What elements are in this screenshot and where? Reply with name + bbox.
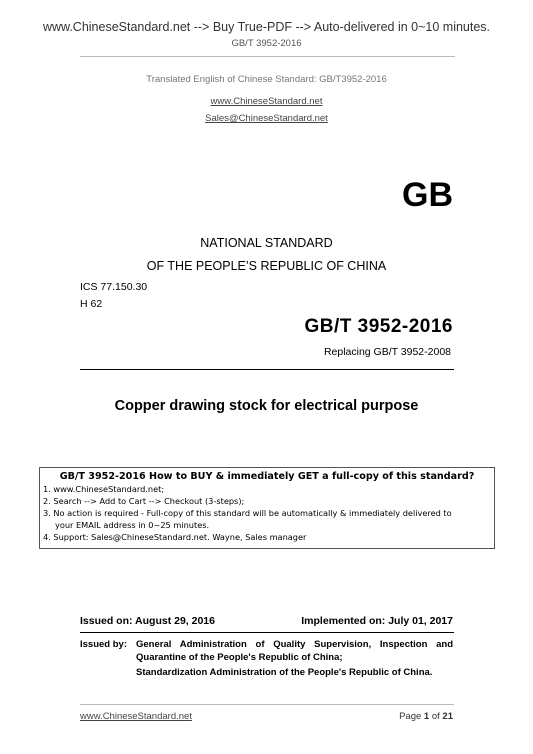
page-total: 21 xyxy=(442,711,453,722)
issuer-label: Issued by: xyxy=(80,639,127,650)
top-banner: www.ChineseStandard.net --> Buy True-PDF --> Auto-delivered in 0~10 minutes. xyxy=(42,20,491,34)
email-link[interactable]: Sales@ChineseStandard.net xyxy=(205,113,328,124)
issuer-line-3: Standardization Administration of the People's Republic of China. xyxy=(136,667,433,678)
buy-step-3: 3. No action is required - Full-copy of this standard will be automatically & immediately delivered to xyxy=(43,508,452,518)
page-of: of xyxy=(431,711,440,722)
page-current: 1 xyxy=(423,711,430,722)
code-divider xyxy=(80,369,454,370)
buy-step-2: 2. Search --> Add to Cart --> Checkout (3-steps); xyxy=(43,496,245,506)
classification-code: H 62 xyxy=(80,298,103,310)
issued-date: Issued on: August 29, 2016 xyxy=(80,615,215,627)
issuer-line-1: General Administration of Quality Supervision, Inspection and xyxy=(136,639,453,650)
translation-note: Translated English of Chinese Standard: GB/T3952-2016 xyxy=(146,74,387,85)
buy-info-box xyxy=(39,467,495,549)
footer-website-link[interactable]: www.ChineseStandard.net xyxy=(80,711,192,722)
header-doc-code: GB/T 3952-2016 xyxy=(231,38,302,49)
footer-divider xyxy=(80,704,454,705)
implemented-date: Implemented on: July 01, 2017 xyxy=(301,615,453,627)
ics-code: ICS 77.150.30 xyxy=(80,281,148,293)
header-divider xyxy=(80,56,455,57)
national-standard-heading: NATIONAL STANDARD xyxy=(200,236,333,250)
buy-step-3-continued: your EMAIL address in 0~25 minutes. xyxy=(55,520,210,530)
replacing-note: Replacing GB/T 3952-2008 xyxy=(323,346,451,358)
buy-box-heading: GB/T 3952-2016 How to BUY & immediately GET a full-copy of this standard? xyxy=(59,471,475,482)
standard-code: GB/T 3952-2016 xyxy=(304,316,453,337)
page-indicator xyxy=(399,711,453,722)
buy-step-4: 4. Support: Sales@ChineseStandard.net. Wayne, Sales manager xyxy=(43,532,307,542)
page-prefix: Page xyxy=(399,711,422,722)
republic-heading: OF THE PEOPLE’S REPUBLIC OF CHINA xyxy=(146,259,387,273)
website-link[interactable]: www.ChineseStandard.net xyxy=(210,96,323,107)
issuer-line-2: Quarantine of the People's Republic of China; xyxy=(136,652,343,663)
buy-step-1: 1. www.ChineseStandard.net; xyxy=(43,484,165,494)
dates-divider xyxy=(80,632,454,633)
gb-mark: GB xyxy=(402,176,453,214)
document-title: Copper drawing stock for electrical purpose xyxy=(114,398,419,414)
